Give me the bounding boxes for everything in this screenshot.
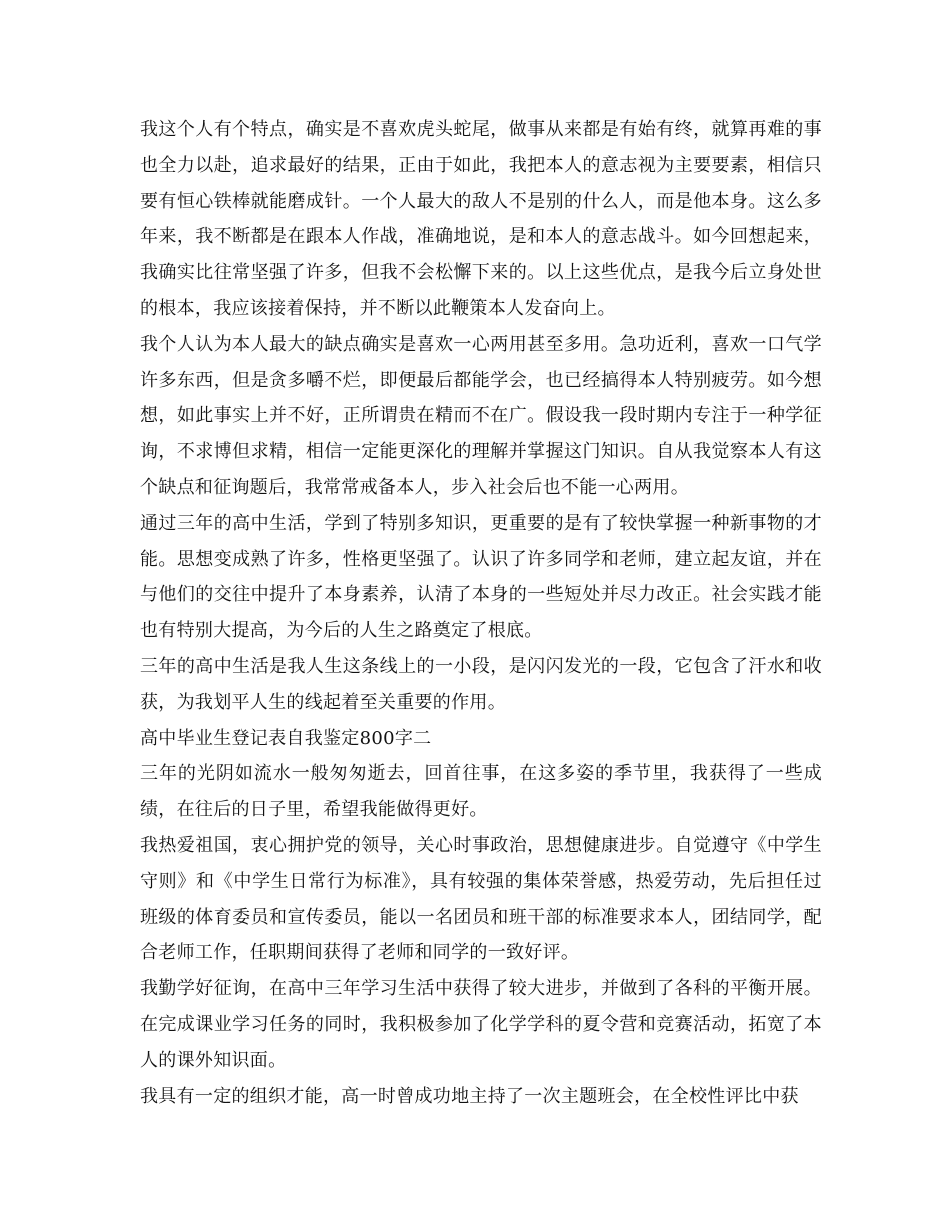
paragraph-8: 我具有一定的组织才能，高一时曾成功地主持了一次主题班会，在全校性评比中获 <box>140 1085 799 1107</box>
paragraph-4: 三年的高中生活是我人生这条线上的一小段，是闪闪发光的一段，它包含了汗水和收获，为我划平人生的线起着至关重要的作用。 <box>140 655 822 713</box>
paragraph-3: 通过三年的高中生活，学到了特别多知识，更重要的是有了较快掌握一种新事物的才能。思想变成熟了许多，性格更坚强了。认识了许多同学和老师，建立起友谊，并在与他们的交往中提升了本身素养，认清了本身的一些短处并尽力改正。社会实践才能也有特别大提高，为今后的人生之路奠定了根底。 <box>140 512 822 642</box>
section-heading: 高中毕业生登记表自我鉴定800字二 <box>140 727 432 749</box>
paragraph-7: 我勤学好征询，在高中三年学习生活中获得了较大进步，并做到了各科的平衡开展。在完成课业学习任务的同时，我积极参加了化学学科的夏令营和竞赛活动，拓宽了本人的课外知识面。 <box>140 978 822 1071</box>
paragraph-2: 我个人认为本人最大的缺点确实是喜欢一心两用甚至多用。急功近利，喜欢一口气学许多东西，但是贪多嚼不烂，即便最后都能学会，也已经搞得本人特别疲劳。如今想想，如此事实上并不好，正所谓贵在精而不在广。假设我一段时期内专注于一种学征询，不求博但求精，相信一定能更深化的理解并掌握这门知识。自从我觉察本人有这个缺点和征询题后，我常常戒备本人，步入社会后也不能一心两用。 <box>140 333 822 498</box>
paragraph-6: 我热爱祖国，衷心拥护党的领导，关心时事政治，思想健康进步。自觉遵守《中学生守则》和《中学生日常行为标准》，具有较强的集体荣誉感，热爱劳动，先后担任过班级的体育委员和宣传委员，能以一名团员和班干部的标准要求本人，团结同学，配合老师工作，任职期间获得了老师和同学的一致好评。 <box>140 834 822 964</box>
paragraph-1: 我这个人有个特点，确实是不喜欢虎头蛇尾，做事从来都是有始有终，就算再难的事也全力以赴，追求最好的结果，正由于如此，我把本人的意志视为主要要素，相信只要有恒心铁棒就能磨成针。一个人最大的敌人不是别的什么人，而是他本身。这么多年来，我不断都是在跟本人作战，准确地说，是和本人的意志战斗。如今回想起来，我确实比往常坚强了许多，但我不会松懈下来的。以上这些优点，是我今后立身处世的根本，我应该接着保持，并不断以此鞭策本人发奋向上。 <box>140 119 822 319</box>
paragraph-5: 三年的光阴如流水一般匆匆逝去，回首往事，在这多姿的季节里，我获得了一些成绩，在往后的日子里，希望我能做得更好。 <box>140 763 822 821</box>
document-body <box>140 112 822 1114</box>
